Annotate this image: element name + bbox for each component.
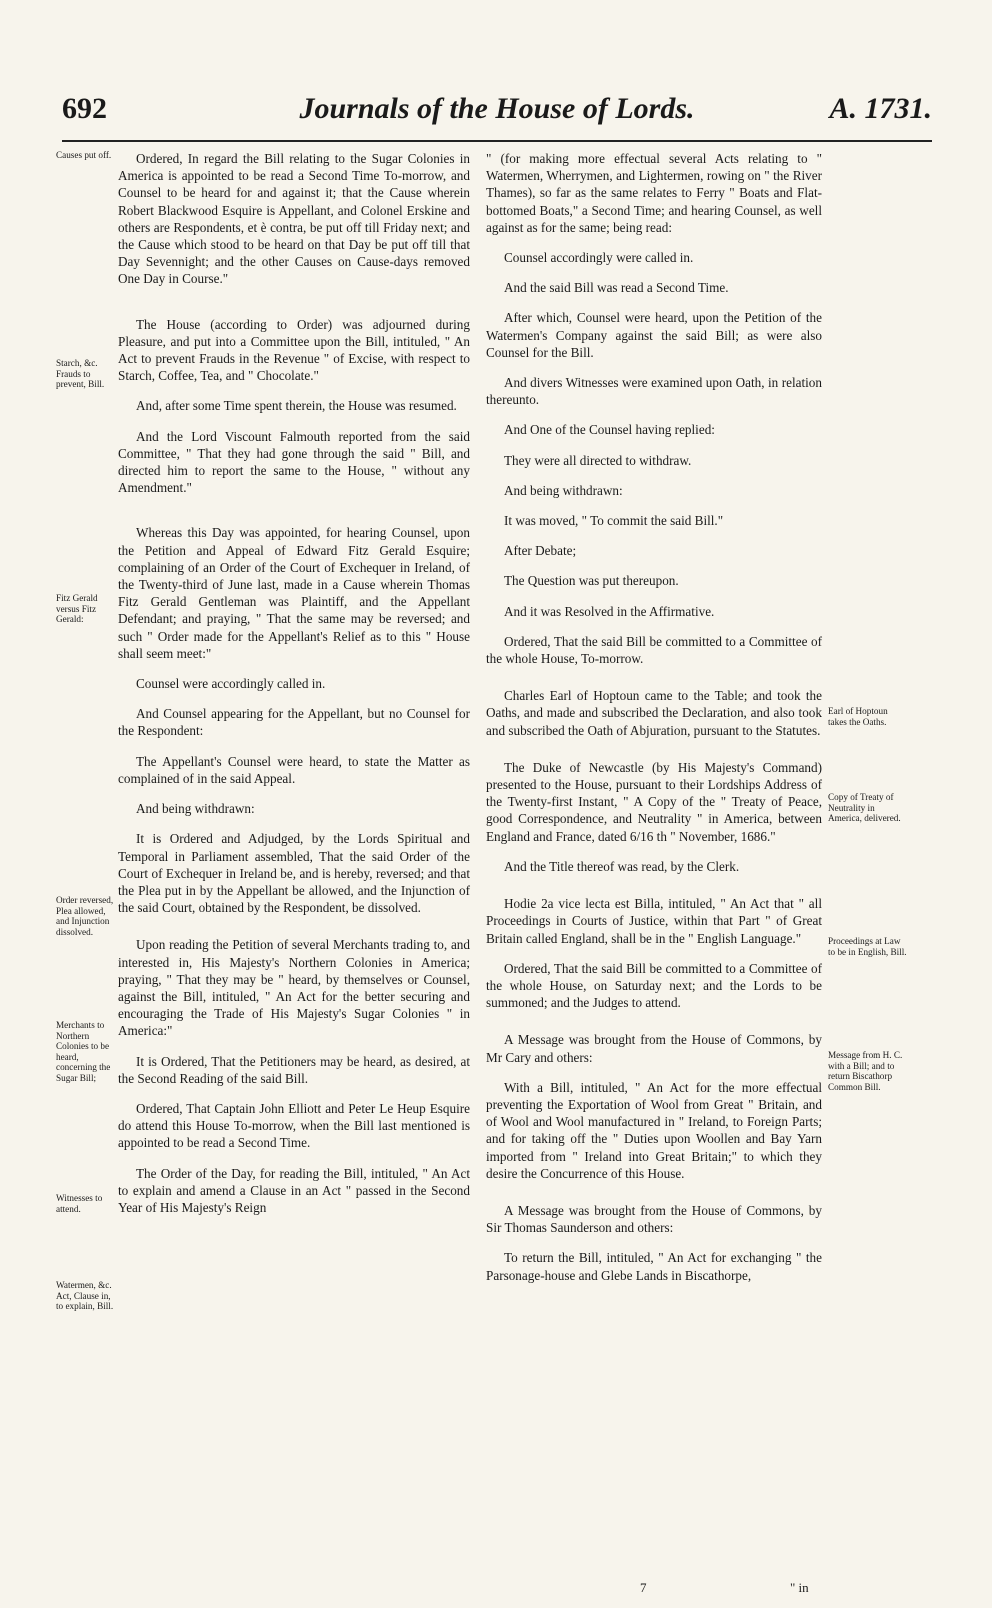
paragraph: Charles Earl of Hoptoun came to the Table; and took the Oaths, and made and subscribed the Declaration, and also took and subscribed the Oath of Abjuration, pursuant to the Statutes. [486, 688, 822, 738]
paragraph: And Counsel appearing for the Appellant, but no Counsel for the Respondent: [118, 706, 470, 739]
margin-note: Proceedings at Law to be in English, Bill. [828, 936, 907, 957]
paragraph: With a Bill, intituled, " An Act for the more effectual preventing the Exportation of Wool from Great " Britain, and of Wool and Wool manufactured in " Ireland, to Foreign Parts; and for taking off the " Duties upon Woollen and Bay Yarn imported from " Ireland into Great Britain;" to which they desire the Concurrence of this House. [486, 1079, 822, 1181]
paragraph: And, after some Time spent therein, the House was resumed. [136, 398, 457, 414]
paragraph: And the Title thereof was read, by the Clerk. [504, 858, 740, 874]
paragraph: Ordered, In regard the Bill relating to the Sugar Colonies in America is appointed to be read a Second Time To-morrow, and Counsel to be heard for and against it; that the Cause wherein Robert Blackwood Esquire is Appellant, and Colonel Erskine and others are Respondents, et è contra, be put off till Friday next; and the Cause which stood to be heard on that Day be put off till that Day Sevennight; and the other Causes on Cause-days removed One Day in Course." [118, 151, 470, 287]
paragraph: The Question was put thereupon. [504, 573, 679, 589]
signature-mark-text: 7 [640, 1580, 647, 1595]
paragraph: It is Ordered, That the Petitioners may be heard, as desired, at the Second Reading of the said Bill. [118, 1053, 470, 1086]
paragraph: And the Lord Viscount Falmouth reported from the said Committee, " That they had gone through the said " Bill, and directed him to report the same to the House, " without any Amendment." [118, 428, 470, 496]
paragraph: After which, Counsel were heard, upon the Petition of the Watermen's Company against the said Bill; as were also Counsel for the Bill. [486, 310, 822, 360]
margin-note: Starch, &c. Frauds to prevent, Bill. [56, 358, 105, 390]
paragraph: Counsel accordingly were called in. [504, 250, 694, 266]
paragraph: And divers Witnesses were examined upon Oath, in relation thereunto. [486, 375, 822, 408]
paragraph: Hodie 2a vice lecta est Billa, intituled, " An Act that " all Proceedings in Courts of Justice, within that Part " of Great Britain called England, shall be in the " English Language." [486, 896, 822, 946]
paragraph: The Order of the Day, for reading the Bill, intituled, " An Act to explain and amend a Clause in an Act " passed in the Second Year of His Majesty's Reign [118, 1165, 470, 1215]
paragraph: " (for making more effectual several Acts relating to " Watermen, Wherrymen, and Lightermen, rowing on " the River Thames), so far as the same relates to Ferry " Boats and Flat-bottomed Boats," a Second Time; and hearing Counsel, as well against as for the same; being read: [486, 151, 822, 235]
margin-note: Merchants to Northern Colonies to be heard, concerning the Sugar Bill; [56, 1020, 111, 1083]
paragraph: And One of the Counsel having replied: [504, 422, 715, 438]
catchword-text: " in [790, 1580, 809, 1595]
paragraph: To return the Bill, intituled, " An Act for exchanging " the Parsonage-house and Glebe Lands in Biscathorpe, [486, 1250, 822, 1283]
paragraph: Whereas this Day was appointed, for hearing Counsel, upon the Petition and Appeal of Edward Fitz Gerald Esquire; complaining of an Order of the Court of Exchequer in Ireland, of the Twenty-third of June last, made in a Cause wherein Thomas Fitz Gerald Gentleman was Plaintiff, and the Appellant Defendant; and praying, " That the same may be reversed; and such " Order made for the Appellant's Relief as to this " House shall seem meet:" [118, 525, 470, 661]
paragraph: The House (according to Order) was adjourned during Pleasure, and put into a Committee upon the Bill, intituled, " An Act to prevent Frauds in the Revenue " of Excise, with respect to Starch, Coffee, Tea, and " Chocolate." [118, 316, 470, 384]
paragraph: And the said Bill was read a Second Time. [504, 280, 729, 296]
margin-note: Message from H. C. with a Bill; and to return Biscathorp Common Bill. [828, 1050, 903, 1092]
left-column [118, 150, 470, 1229]
margin-note: Fitz Gerald versus Fitz Gerald: [56, 593, 98, 625]
catchword [790, 1580, 809, 1596]
paragraph: The Duke of Newcastle (by His Majesty's Command) presented to the House, pursuant to their Lordships Address of the Twenty-first Instant, " A Copy of the " Treaty of Peace, good Correspondence, and Neutrality " in America, between England and France, dated 6/16 th " November, 1686." [486, 759, 822, 844]
paragraph: It is Ordered and Adjudged, by the Lords Spiritual and Temporal in Parliament assembled, That the said Order of the Court of Exchequer in Ireland be, and is hereby, reversed; and that the Plea put in by the Appellant be allowed, and the Injunction of the said Court, obtained by the Respondent, be dissolved. [118, 831, 470, 916]
page-number: 692 [62, 92, 107, 125]
paragraph: And being withdrawn: [136, 801, 255, 817]
paragraph: And being withdrawn: [504, 482, 623, 498]
paragraph: Ordered, That the said Bill be committed to a Committee of the whole House, on Saturday next; and the Lords to be summoned; and the Judges to attend. [486, 960, 822, 1011]
header-rule [62, 140, 932, 142]
page-year: A. 1731. [829, 92, 932, 125]
margin-note: Witnesses to attend. [56, 1193, 103, 1214]
paragraph: And it was Resolved in the Affirmative. [504, 603, 715, 619]
margin-note: Copy of Treaty of Neutrality in America, delivered. [828, 792, 901, 824]
paragraph: It was moved, " To commit the said Bill." [504, 513, 724, 529]
paragraph: Upon reading the Petition of several Merchants trading to, and interested in, His Majesty's Northern Colonies in America; praying, " That they may be " heard, by themselves or Counsel, against the Bill, intituled, " An Act for the better securing and encouraging the Trade of His Majesty's Sugar Colonies " in America:" [118, 937, 470, 1039]
page-header [62, 92, 932, 132]
paragraph: Ordered, That the said Bill be committed to a Committee of the whole House, To-morrow. [486, 633, 822, 667]
paragraph: Counsel were accordingly called in. [136, 676, 326, 692]
margin-note: Watermen, &c. Act, Clause in, to explain, Bill. [56, 1280, 114, 1312]
paragraph: After Debate; [504, 543, 577, 559]
margin-note: Earl of Hoptoun takes the Oaths. [828, 706, 888, 727]
signature-mark [640, 1580, 647, 1596]
margin-note: Causes put off. [56, 150, 112, 160]
paragraph: They were all directed to withdraw. [504, 452, 692, 468]
paragraph: A Message was brought from the House of Commons, by Mr Cary and others: [486, 1032, 822, 1065]
paragraph: The Appellant's Counsel were heard, to state the Matter as complained of in the said Appeal. [118, 753, 470, 786]
right-column [486, 150, 822, 1297]
running-title: Journals of the House of Lords. [299, 92, 695, 125]
paragraph: A Message was brought from the House of Commons, by Sir Thomas Saunderson and others: [486, 1202, 822, 1236]
paragraph: Ordered, That Captain John Elliott and Peter Le Heup Esquire do attend this House To-morrow, when the Bill last mentioned is appointed to be read a Second Time. [118, 1100, 470, 1151]
margin-note: Order reversed, Plea allowed, and Injunction dissolved. [56, 895, 114, 937]
